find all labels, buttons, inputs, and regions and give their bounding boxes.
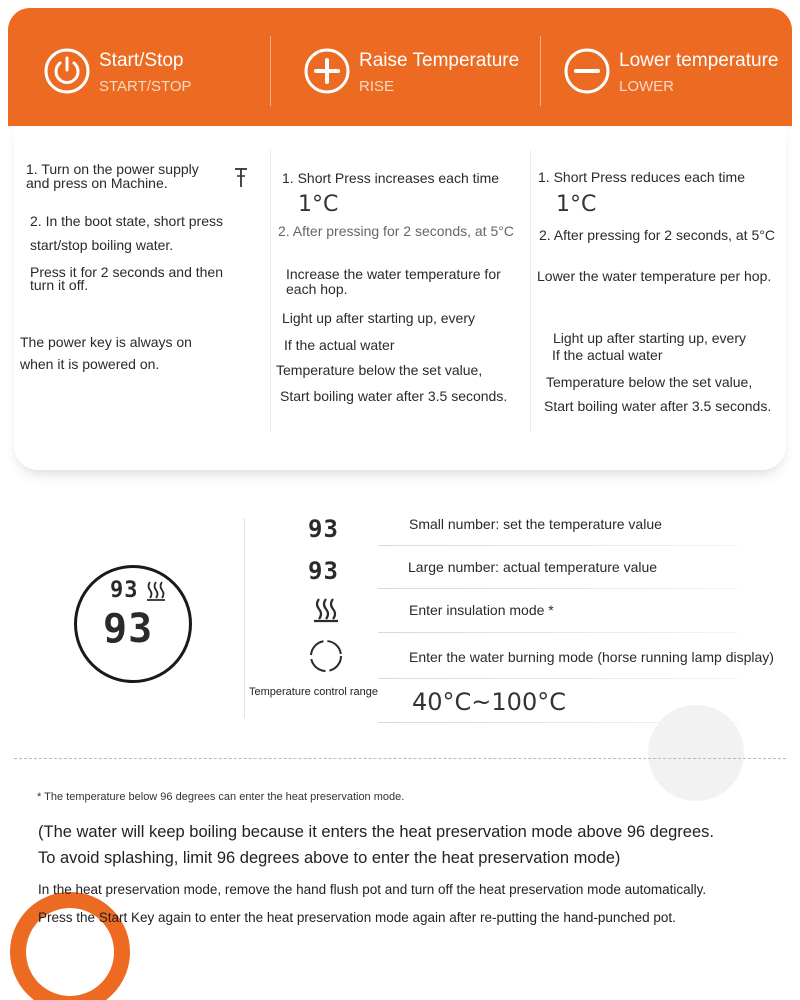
lower-temperature-title: Lower temperature (619, 50, 779, 71)
legend-small-desc: Small number: set the temperature value (409, 516, 662, 532)
col1-text: start/stop boiling water. (30, 237, 174, 253)
legend-large-number: 93 (308, 557, 339, 585)
display-large-number: 93 (103, 606, 154, 652)
decorative-orange-arc (0, 860, 140, 1000)
col2-text: 1. Short Press increases each time (282, 170, 500, 186)
col3-text: Light up after starting up, every (553, 330, 746, 346)
boiling-ring-icon (307, 638, 345, 674)
raise-temperature-title: Raise Temperature (359, 50, 520, 71)
asterisk-note: * The temperature below 96 degrees can enter the heat preservation mode. (37, 791, 405, 803)
note-line: In the heat preservation mode, remove the hand flush pot and turn off the heat preservation mode automatically. (38, 882, 707, 897)
col1-text: 1. Turn on the power supply (26, 161, 199, 177)
col3-text: 2. After pressing for 2 seconds, at 5°C (539, 227, 775, 243)
insulation-icon (312, 597, 340, 623)
col1-text: turn it off. (30, 277, 89, 293)
plus-circle-icon (304, 48, 350, 94)
column-divider (530, 150, 531, 432)
range-label: Temperature control range (249, 686, 379, 698)
col2-text: each hop. (286, 281, 348, 297)
note-paragraph: To avoid splashing, limit 96 degrees above to enter the heat preservation mode) (38, 849, 621, 867)
col1-text: and press on Machine. (26, 175, 168, 191)
raise-temperature-subtitle: RISE (359, 78, 395, 95)
insulation-icon (146, 580, 166, 602)
decorative-circle (648, 705, 744, 801)
legend-small-number: 93 (308, 515, 339, 543)
col1-text: 2. In the boot state, short press (30, 213, 223, 229)
col3-text: Lower the water temperature per hop. (537, 268, 772, 284)
col2-text: Temperature below the set value, (276, 362, 483, 378)
tap-icon (234, 166, 248, 188)
start-stop-title: Start/Stop (99, 50, 184, 71)
minus-circle-icon (564, 48, 610, 94)
legend-divider (244, 518, 245, 718)
col1-text: The power key is always on (20, 334, 192, 350)
col3-step-value: 1°C (556, 192, 597, 217)
note-line: Press the Start Key again to enter the heat preservation mode again after re-putting the hand-punched pot. (38, 910, 676, 925)
start-stop-subtitle: START/STOP (99, 78, 192, 95)
legend-boiling-desc: Enter the water burning mode (horse running lamp display) (409, 649, 774, 665)
power-icon (44, 48, 90, 94)
legend-row-divider (378, 588, 738, 589)
legend-insulation-desc: Enter insulation mode * (409, 602, 554, 618)
legend-large-desc: Large number: actual temperature value (408, 559, 658, 575)
col2-text: Light up after starting up, every (282, 310, 475, 326)
col1-text: Press it for 2 seconds and then (30, 264, 223, 280)
col3-text: 1. Short Press reduces each time (538, 169, 745, 185)
display-small-number: 93 (110, 578, 139, 603)
legend-row-divider (378, 632, 738, 633)
col2-text: Increase the water temperature for (286, 266, 501, 282)
col2-step-value: 1°C (298, 192, 339, 217)
header-divider (270, 36, 271, 106)
col2-text: Start boiling water after 3.5 seconds. (280, 388, 508, 404)
header-divider (540, 36, 541, 106)
note-paragraph: (The water will keep boiling because it enters the heat preservation mode above 96 degrees. (38, 823, 714, 841)
range-value: 40°C~100°C (412, 688, 566, 716)
col1-text: when it is powered on. (20, 356, 160, 372)
legend-row-divider (378, 545, 738, 546)
header-bar (8, 8, 792, 126)
col2-text: If the actual water (284, 337, 395, 353)
col3-text: Temperature below the set value, (546, 374, 753, 390)
col2-text: 2. After pressing for 2 seconds, at 5°C (278, 223, 514, 239)
legend-row-divider (378, 678, 738, 679)
column-divider (270, 150, 271, 432)
col3-text: If the actual water (552, 347, 663, 363)
lower-temperature-subtitle: LOWER (619, 78, 675, 95)
section-divider (14, 758, 786, 759)
col3-text: Start boiling water after 3.5 seconds. (544, 398, 772, 414)
